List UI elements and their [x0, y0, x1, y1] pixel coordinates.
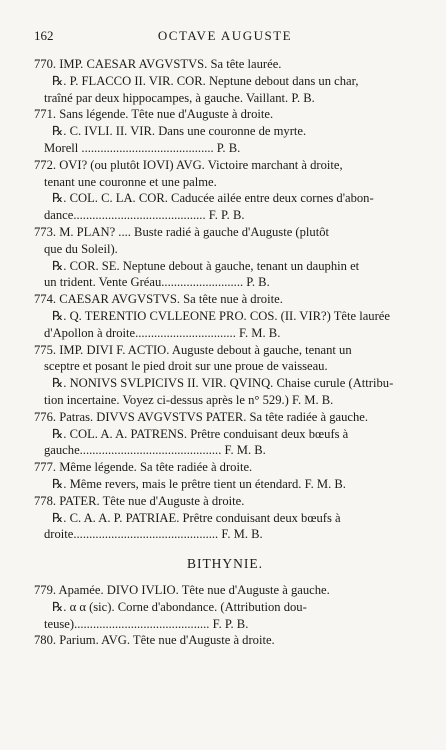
entry-777 — [34, 459, 416, 493]
text-line: 780. Parium. AVG. Tête nue d'Auguste à droite. — [34, 633, 275, 648]
entry-776 — [34, 409, 416, 459]
text-line: 773. M. PLAN? .... Buste radié à gauche d'Auguste (plutôt — [34, 224, 330, 239]
text-line: ℞. C. A. A. P. PATRIAE. Prêtre conduisant deux bœufs à — [52, 510, 341, 525]
entry-779 — [34, 582, 416, 632]
text-line: tion incertaine. Voyez ci-dessus après le n° 529.) F. M. B. — [44, 392, 334, 407]
text-line: ℞. Même revers, mais le prêtre tient un étendard. F. M. B. — [52, 476, 346, 491]
entry-771 — [34, 106, 416, 156]
text-line: ℞. C. IVLI. II. VIR. Dans une couronne de myrte. — [52, 124, 307, 139]
text-line: ℞. COR. SE. Neptune debout à gauche, tenant un dauphin et — [52, 258, 360, 273]
entry-772 — [34, 157, 416, 224]
text-line: traîné par deux hippocampes, à gauche. Vaillant. P. B. — [44, 90, 315, 105]
text-line: dance.......................................... F. P. B. — [44, 208, 245, 223]
text-line: 770. IMP. CAESAR AVGVSTVS. Sa tête laurée. — [34, 57, 282, 71]
entry-778 — [34, 493, 416, 543]
text-line: ℞. NONIVS SVLPICIVS II. VIR. QVINQ. Chaise curule (Attribu- — [52, 376, 394, 391]
text-line: d'Apollon à droite................................ F. M. B. — [44, 325, 281, 340]
text-line: ℞. α α (sic). Corne d'abondance. (Attribution dou- — [52, 599, 307, 614]
page-number: 162 — [34, 28, 54, 43]
text-line: 774. CAESAR AVGVSTVS. Sa tête nue à droite. — [34, 292, 283, 307]
text-line: 778. PATER. Tête nue d'Auguste à droite. — [34, 493, 245, 508]
running-title: OCTAVE AUGUSTE — [157, 28, 293, 43]
text-line: ℞. P. FLACCO II. VIR. COR. Neptune debout dans un char, — [52, 73, 359, 88]
entry-775 — [34, 342, 416, 409]
text-line: tenant une couronne et une palme. — [44, 174, 217, 189]
text-line: un trident. Vente Gréau.......................... P. B. — [44, 275, 270, 290]
text-line: 775. IMP. DIVI F. ACTIO. Auguste debout à gauche, tenant un — [34, 342, 352, 357]
text-line: 776. Patras. DIVVS AVGVSTVS PATER. Sa tête radiée à gauche. — [34, 409, 369, 424]
text-line: 772. OVI? (ou plutôt IOVI) AVG. Victoire marchant à droite, — [34, 157, 343, 172]
text-line: teuse)........................................... F. P. B. — [44, 616, 249, 631]
text-line: que du Soleil). — [44, 241, 118, 256]
text-line: 771. Sans légende. Tête nue d'Auguste à droite. — [34, 107, 274, 122]
text-line: ℞. Q. TERENTIO CVLLEONE PRO. COS. (II. VIR?) Tête laurée — [52, 308, 390, 323]
text-line: ℞. COL. C. LA. COR. Caducée ailée entre deux cornes d'abon- — [52, 191, 374, 206]
text-line: sceptre et posant le pied droit sur une proue de vaisseau. — [44, 359, 328, 374]
text-line: gauche............................................. F. M. B. — [44, 443, 266, 458]
text-line: 779. Apamée. DIVO IVLIO. Tête nue d'Auguste à gauche. — [34, 582, 330, 597]
entry-780 — [34, 632, 416, 649]
text-line: Morell .......................................... P. B. — [44, 140, 241, 155]
text-line: ℞. COL. A. A. PATRENS. Prêtre conduisant deux bœufs à — [52, 426, 349, 441]
entry-773 — [34, 224, 416, 291]
entry-774 — [34, 291, 416, 341]
text-line: droite.............................................. F. M. B. — [44, 527, 263, 542]
entry-770 — [34, 56, 416, 106]
catalogue-text — [34, 56, 416, 649]
page-header — [34, 28, 416, 48]
text-line: 777. Même légende. Sa tête radiée à droite. — [34, 460, 253, 475]
section-heading: BITHYNIE. — [186, 556, 264, 572]
